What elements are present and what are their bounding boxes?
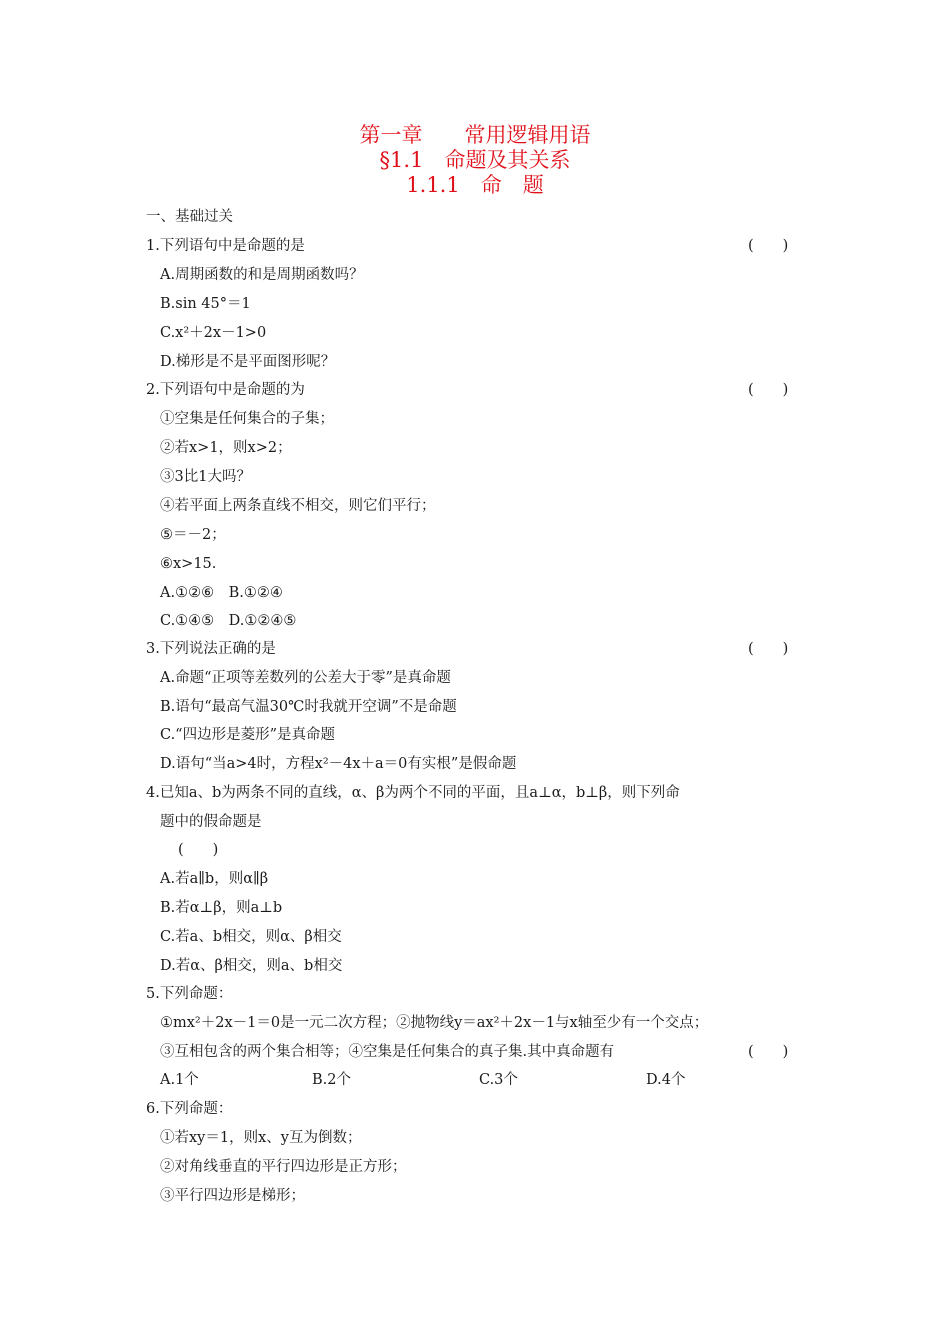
q4-option-b: B.若α⊥β，则a⊥b [160,900,283,916]
q4-stem-line-2: 题中的假命题是 [160,814,262,830]
q2-item-1: ①空集是任何集合的子集； [160,411,334,427]
q2-item-2: ②若x>1，则x>2； [160,440,292,456]
q4-answer-blank: ( ) [178,842,219,858]
q5-statements-line-2: ③互相包含的两个集合相等；④空集是任何集合的真子集.其中真命题有 [160,1044,615,1060]
q2-stem: 2.下列语句中是命题的为 [146,382,305,398]
q3-option-a: A.命题“正项等差数列的公差大于零”是真命题 [160,670,451,686]
q1-stem: 1.下列语句中是命题的是 [146,238,305,254]
q4-stem-line-1: 4.已知a、b为两条不同的直线，α、β为两个不同的平面，且a⊥α，b⊥β，则下列命 [146,785,680,801]
q6-stem: 6.下列命题： [146,1101,233,1117]
q5-stem: 5.下列命题： [146,986,233,1002]
q2-item-5: ⑤＝－2； [160,527,226,543]
q2-options-row-1: A.①②⑥ B.①②④ [160,585,283,601]
q2-item-4: ④若平面上两条直线不相交，则它们平行； [160,498,436,514]
chapter-title: 第一章 常用逻辑用语 [359,123,591,147]
q3-option-c: C.“四边形是菱形”是真命题 [160,727,336,743]
q5-option-b: B.2个 [312,1072,351,1088]
q5-answer-blank: ( ) [748,1044,789,1060]
q6-item-2: ②对角线垂直的平行四边形是正方形； [160,1159,407,1175]
q4-option-d: D.若α、β相交，则a、b相交 [160,958,343,974]
subsection-title: 1.1.1 命 题 [406,173,544,197]
q2-options-row-2: C.①④⑤ D.①②④⑤ [160,613,297,629]
q2-answer-blank: ( ) [748,382,789,398]
q1-option-c: C.x²＋2x－1>0 [160,325,267,341]
part-heading: 一、基础过关 [146,209,233,225]
q3-option-d: D.语句“当a>4时，方程x²－4x＋a＝0有实根”是假命题 [160,756,517,772]
q3-stem: 3.下列说法正确的是 [146,641,276,657]
q3-answer-blank: ( ) [748,641,789,657]
q5-option-a: A.1个 [160,1072,199,1088]
q1-answer-blank: ( ) [748,238,789,254]
q2-item-3: ③3比1大吗？ [160,469,251,485]
q5-statements-line-1: ①mx²＋2x－1＝0是一元二次方程；②抛物线y＝ax²＋2x－1与x轴至少有一个交点； [160,1015,709,1031]
q6-item-3: ③平行四边形是梯形； [160,1188,305,1204]
q2-item-6: ⑥x>15. [160,556,217,572]
q1-option-d: D.梯形是不是平面图形呢？ [160,354,336,370]
q4-option-c: C.若a、b相交，则α、β相交 [160,929,342,945]
q4-option-a: A.若a∥b，则α∥β [160,871,269,887]
q5-option-c: C.3个 [479,1072,518,1088]
section-title: §1.1 命题及其关系 [379,148,571,172]
q1-option-a: A.周期函数的和是周期函数吗？ [160,267,364,283]
q1-option-b: B.sin 45°＝1 [160,296,251,312]
q6-item-1: ①若xy＝1，则x、y互为倒数； [160,1130,362,1146]
q3-option-b: B.语句“最高气温30℃时我就开空调”不是命题 [160,699,457,715]
q5-option-d: D.4个 [646,1072,686,1088]
